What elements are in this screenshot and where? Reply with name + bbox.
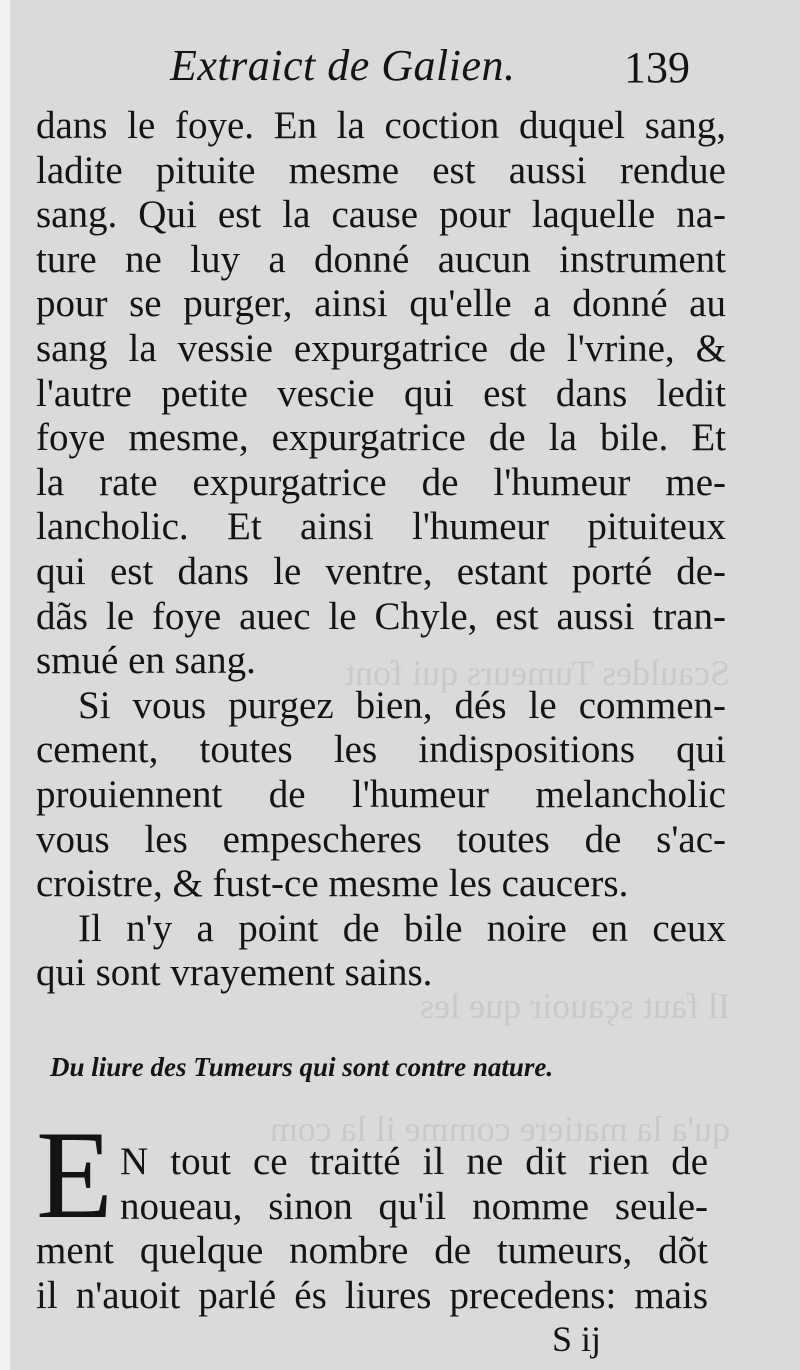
chapter-text bbox=[36, 1140, 708, 1318]
text-line: qui sont vrayement sains. bbox=[36, 951, 433, 995]
text-line: pour se purger, ainsi qu'elle a donné au bbox=[36, 282, 726, 326]
show-through-text: qu'a la matiere comme il la com bbox=[269, 1109, 730, 1149]
signature-mark: S ij bbox=[552, 1319, 602, 1359]
text-line: ture ne luy a donné aucun instrument bbox=[36, 237, 726, 281]
text-line: croistre, & fust-ce mesme les caucers. bbox=[36, 862, 629, 906]
text-line: l'autre petite vescie qui est dans ledit bbox=[36, 371, 726, 415]
text-line: lancholic. Et ainsi l'humeur pituiteux bbox=[36, 505, 726, 549]
text-line: qui est dans le ventre, estant porté de- bbox=[36, 549, 726, 593]
text-line: dãs le foye auec le Chyle, est aussi tran- bbox=[36, 594, 726, 638]
section-title: Du liure des Tumeurs qui sont contre nature. bbox=[50, 1052, 554, 1082]
page-header bbox=[0, 40, 800, 100]
paragraph-2 bbox=[36, 684, 726, 907]
text-line: dans le foye. En la coction duquel sang, bbox=[36, 104, 726, 147]
paragraph-3 bbox=[36, 907, 726, 996]
show-through-text: Il faut sçauoir que les bbox=[420, 986, 730, 1026]
drop-cap: E bbox=[36, 1106, 113, 1245]
text-line: smué en sang. bbox=[36, 639, 256, 683]
text-line: sang. Qui est la cause pour laquelle na- bbox=[36, 193, 726, 237]
text-line: il n'auoit parlé és liures precedens: mais bbox=[36, 1273, 708, 1317]
text-line: Il n'y a point de bile noire en ceux bbox=[78, 906, 726, 950]
text-line: foye mesme, expurgatrice de la bile. Et bbox=[36, 416, 726, 460]
text-line: N tout ce traitté il ne dit rien de bbox=[120, 1140, 708, 1183]
running-head: Extraict de Galien. bbox=[170, 41, 516, 90]
page-number: 139 bbox=[624, 43, 690, 92]
main-text bbox=[36, 104, 726, 996]
text-line: vous les empescheres toutes de s'ac- bbox=[36, 817, 726, 861]
text-line: noueau, sinon qu'il nomme seule- bbox=[120, 1184, 708, 1228]
text-line: ladite pituite mesme est aussi rendue bbox=[36, 148, 726, 192]
text-line: cement, toutes les indispositions qui bbox=[36, 728, 726, 772]
text-line: sang la vessie expurgatrice de l'vrine, & bbox=[36, 326, 726, 370]
text-line: Si vous purgez bien, dés le commen- bbox=[78, 683, 726, 727]
text-line: la rate expurgatrice de l'humeur me- bbox=[36, 460, 726, 504]
text-line: prouiennent de l'humeur melancholic bbox=[36, 772, 726, 816]
text-line: ment quelque nombre de tumeurs, dõt bbox=[36, 1229, 708, 1273]
show-through-text: Scauldes Tumeurs qui font bbox=[344, 653, 730, 693]
paragraph-1 bbox=[36, 104, 726, 684]
